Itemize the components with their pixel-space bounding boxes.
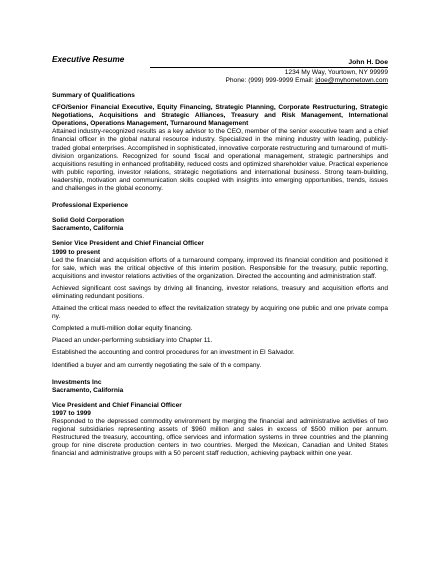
job-paragraph: Achieved significant cost savings by driving all financing, investor relations, treasury and acquisition efforts and eliminating redundant positions.	[52, 284, 388, 300]
job-title: Senior Vice President and Chief Financial Officer	[52, 240, 204, 248]
job-dates: 1999 to present	[52, 248, 101, 256]
document-title: Executive Resume	[52, 55, 125, 64]
job-location: Sacramento, California	[52, 386, 124, 394]
candidate-name: John H. Doe	[348, 59, 388, 66]
job-paragraph: Responded to the depressed commodity environment by merging the financial and administrative activities of two regional subsidiaries representing assets of $960 million and sales in excess of $500 million per annum. Restructured the treasury, accounting, office services and information systems in three countries and the planning group for nine discrete production centers in two countries. Merged the Mexican, Canadian and United States financial and administrative groups with a 50 percent staff reduction, achieving payback within one year.	[52, 418, 388, 458]
experience-heading: Professional Experience	[52, 202, 129, 210]
qualifications-summary: Attained industry-recognized results as a key advisor to the CEO, member of the senior executive team and a chief financial officer in the global natural resource industry. Specialized in the mining industry with leading, publicly-traded global enterprises. Accomplished in sophisticated, innovative corporate restructuring and turnaround of multi-division organizations. Recognized for sound fiscal and operational management, strategic partnerships and acquisitions resulting in enhanced profitability, reduced costs and optimized shareholder value. Practical experience with public reporting, investor relations, strategic negotiations and international business. Strong team-building, leadership, motivation and communication skills coupled with insights into emerging opportunities, trends, issues and challenges in the global economy.	[52, 128, 388, 193]
job-title: Vice President and Chief Financial Officer	[52, 401, 182, 409]
job-paragraph: Attained the critical mass needed to effect the revitalization strategy by acquiring one public and one private compa ny.	[52, 305, 388, 321]
resume-body	[52, 92, 388, 458]
address-line: 1234 My Way, Yourtown, NY 99999	[284, 69, 388, 76]
job-company: Solid Gold Corporation	[52, 217, 125, 225]
email-label: Email:	[295, 77, 314, 84]
email-link[interactable]: jdoe@myhometown.com	[315, 77, 388, 84]
job-entry	[52, 379, 388, 459]
job-paragraph: Led the financial and acquisition efforts of a turnaround company, improved its financial condition and positioned it for sale, which was the critical objective of this interim position. Responsible for the treasury, public reporting, acquisitions and investor relations activities of the organization. Directed the accounting and administration staff.	[52, 256, 388, 280]
phone-label: Phone:	[225, 77, 247, 84]
phone-number: (999) 999-9999	[248, 77, 294, 84]
job-paragraph: Identified a buyer and am currently negotiating the sale of th e company.	[52, 361, 262, 369]
job-dates: 1997 to 1999	[52, 409, 91, 417]
qualifications-headline: CFO/Senior Financial Executive, Equity Financing, Strategic Planning, Corporate Restructuring, Strategic Negotiations, Acquisitions and Strategic Alliances, Treasury and Risk Management, International Operations, Operations Management, Turnaround Management	[52, 104, 388, 128]
job-entry	[52, 217, 388, 369]
qualifications-heading: Summary of Qualifications	[52, 92, 135, 99]
job-company: Investments Inc	[52, 378, 102, 386]
job-paragraph: Placed an under-performing subsidiary into Chapter 11.	[52, 337, 213, 345]
contact-line	[225, 77, 388, 84]
header-divider	[150, 67, 388, 68]
job-location: Sacramento, California	[52, 225, 124, 233]
job-paragraph: Established the accounting and control procedures for an investment in El Salvador.	[52, 349, 295, 357]
job-paragraph: Completed a multi-million dollar equity financing.	[52, 325, 193, 333]
